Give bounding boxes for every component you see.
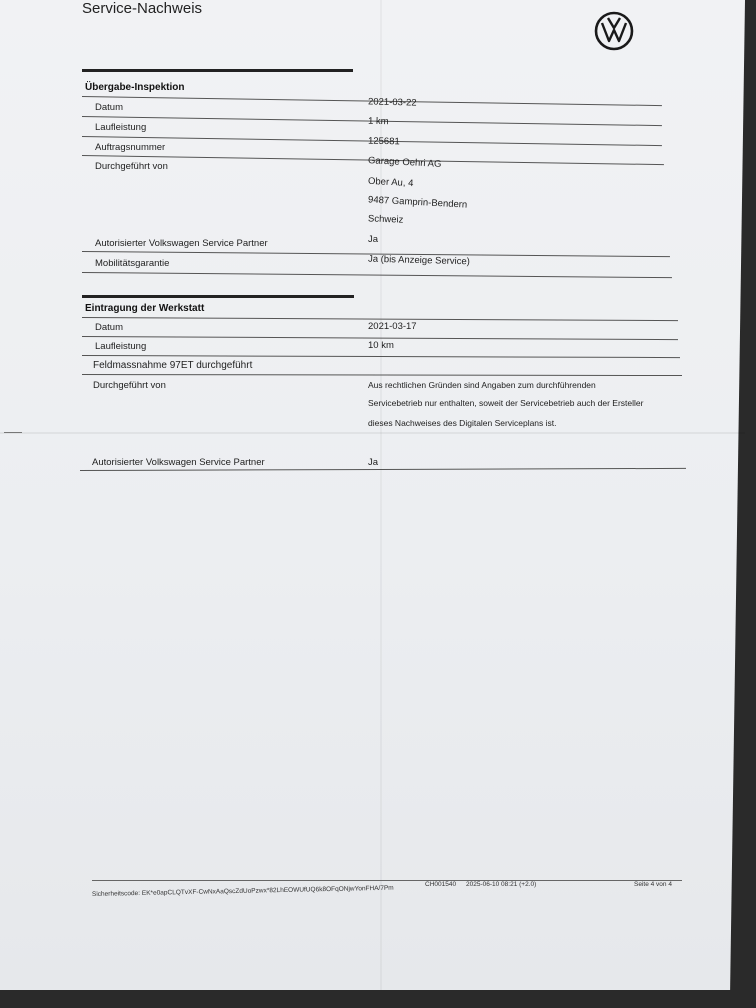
section-title-werkstatt: Eintragung der Werkstatt: [85, 303, 205, 314]
label-service-partner-werkstatt: Autorisierter Volkswagen Service Partner: [92, 457, 265, 468]
label-mobilitaetsgarantie: Mobilitätsgarantie: [95, 258, 170, 269]
fold-mark: [4, 432, 22, 433]
value-service-partner: Ja: [368, 234, 379, 245]
paper-fold-horizontal: [0, 432, 745, 434]
label-laufleistung-werkstatt: Laufleistung: [95, 341, 147, 352]
footer-doc-id: CH001540: [425, 881, 457, 888]
footer-timestamp: 2025-06-10 08:21 (+2.0): [466, 881, 537, 888]
footer-rule: [92, 880, 682, 881]
value-legal-note-line2: Servicebetrieb nur enthalten, soweit der Servicebetrieb auch der Ersteller: [368, 398, 644, 408]
label-auftragsnummer: Auftragsnummer: [95, 142, 166, 153]
value-legal-note-line1: Aus rechtlichen Gründen sind Angaben zum durchführenden: [368, 380, 596, 390]
value-garage-street: Ober Au, 4: [367, 175, 414, 190]
value-garage-name: Garage Oehri AG: [367, 155, 442, 170]
footer-page-number: Seite 4 von 4: [634, 881, 672, 888]
section-bar: [82, 295, 354, 298]
label-durchgefuehrt-von: Durchgeführt von: [95, 161, 168, 172]
value-laufleistung-werkstatt: 10 km: [368, 340, 394, 351]
label-durchgefuehrt-von-werkstatt: Durchgeführt von: [93, 380, 166, 391]
value-garage-city: 9487 Gamprin-Bendern: [367, 194, 468, 211]
value-datum-werkstatt: 2021-03-17: [368, 321, 417, 332]
document-title: Service-Nachweis: [82, 0, 203, 17]
label-service-partner: Autorisierter Volkswagen Service Partner: [95, 238, 268, 249]
label-laufleistung: Laufleistung: [95, 122, 147, 133]
paper-fold-vertical: [380, 0, 382, 990]
section-bar: [82, 69, 353, 72]
value-service-partner-werkstatt: Ja: [368, 457, 379, 468]
value-auftragsnummer: 125681: [367, 135, 400, 148]
value-garage-country: Schweiz: [367, 213, 404, 226]
value-laufleistung: 1 km: [367, 115, 389, 128]
label-datum: Datum: [95, 102, 123, 113]
value-legal-note-line3: dieses Nachweises des Digitalen Serviceplans ist.: [368, 418, 557, 428]
label-datum-werkstatt: Datum: [95, 322, 123, 333]
vw-logo-icon: [594, 11, 634, 51]
value-datum: 2021-03-22: [367, 96, 417, 109]
value-mobilitaetsgarantie: Ja (bis Anzeige Service): [367, 253, 471, 268]
label-feldmassnahme: Feldmassnahme 97ET durchgeführt: [93, 360, 253, 371]
footer-security-code: Sicherheitscode: EK*e0apCLQTvXF-CwNxAaQscZdUoPzwx*82LhEOWUfUQ6k8OFqONjwYonFHA/7Pm: [91, 884, 394, 898]
section-title-uebergabe: Übergabe-Inspektion: [85, 82, 185, 93]
